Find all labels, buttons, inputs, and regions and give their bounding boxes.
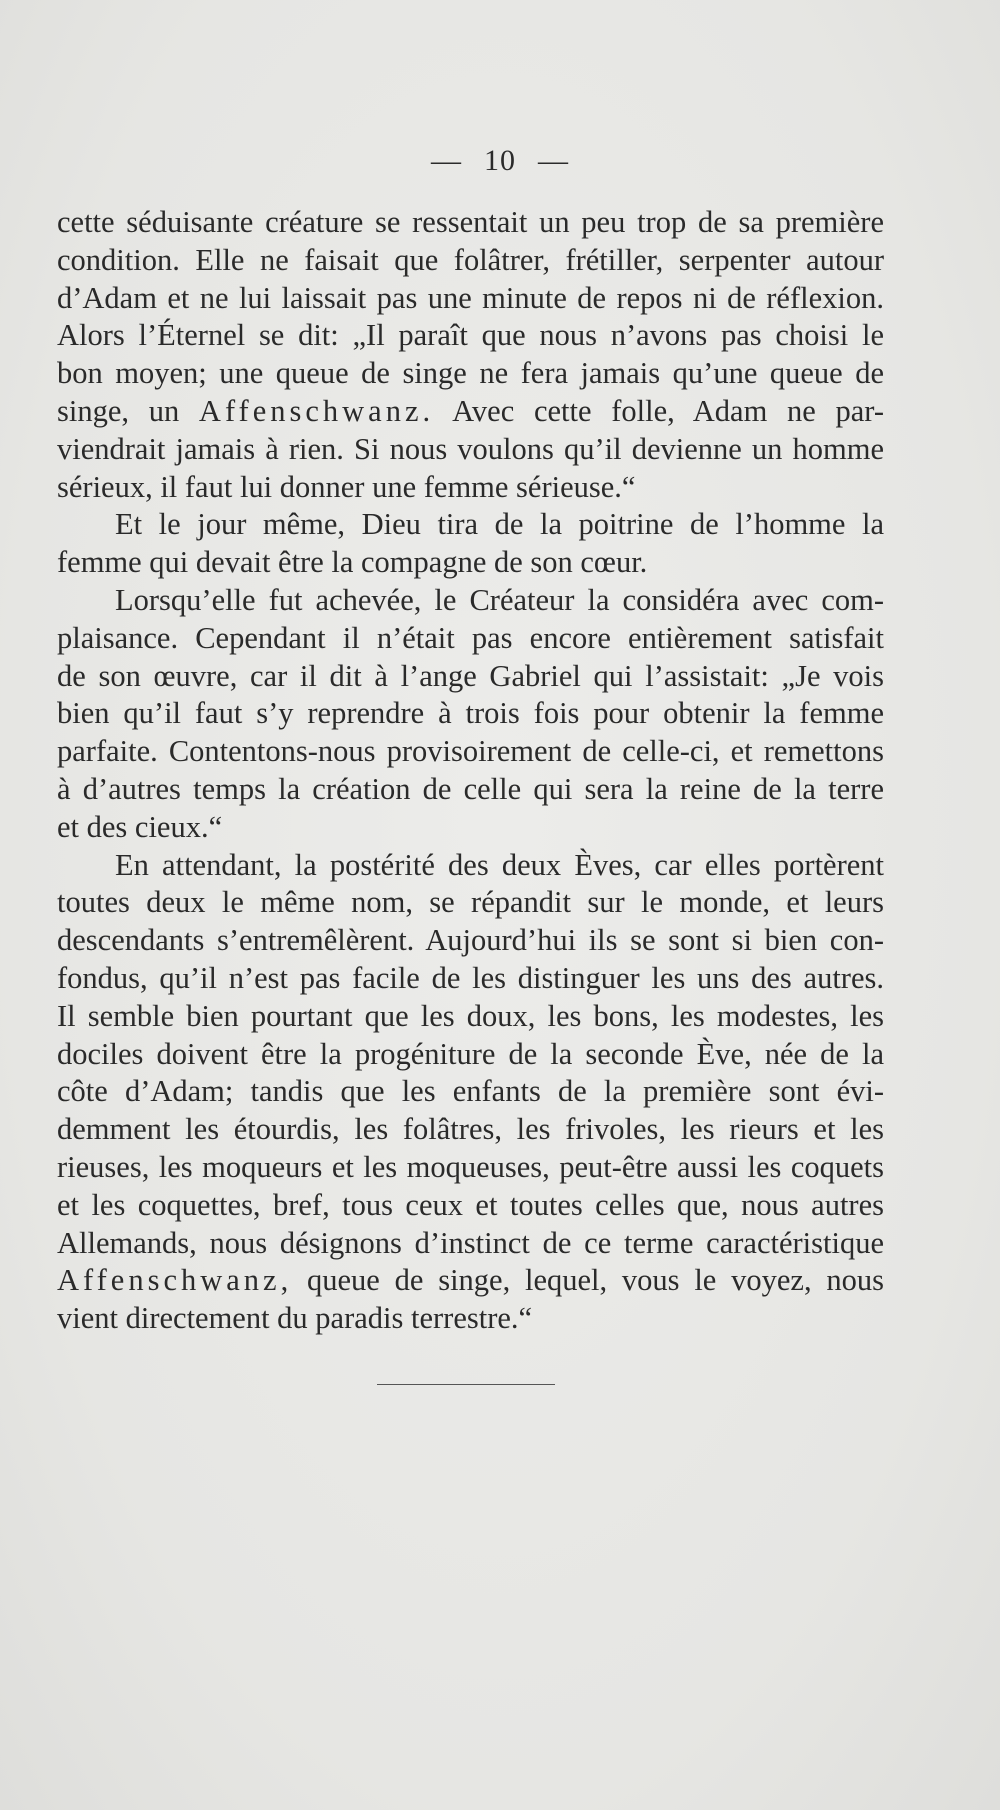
text-line: côte d’Adam; tandis que les enfants de la première sont évi- xyxy=(57,1074,884,1109)
text-line: dociles doivent être la progéniture de la seconde Ève, née de la xyxy=(57,1036,884,1071)
folio-dash-left: — xyxy=(431,144,462,177)
text-line xyxy=(57,393,884,431)
text-line: sérieux, il faut lui donner une femme sérieuse.“ xyxy=(57,469,636,504)
emphasized-word: Affenschwanz. xyxy=(198,393,435,428)
text-line: En attendant, la postérité des deux Èves, car elles portèrent xyxy=(115,847,884,882)
text-line: de son œuvre, car il dit à l’ange Gabriel qui l’assistait: „Je vois xyxy=(57,658,884,693)
text-line: rieuses, les moqueurs et les moqueuses, peut-être aussi les coquets xyxy=(57,1149,884,1184)
page-number-value: 10 xyxy=(484,144,516,177)
text-line: Alors l’Éternel se dit: „Il paraît que nous n’avons pas choisi le xyxy=(57,318,884,353)
text-run: singe, un xyxy=(57,393,199,428)
text-line: vient directement du paradis terrestre.“ xyxy=(57,1301,533,1336)
emphasized-word: Affenschwanz, xyxy=(57,1263,293,1298)
page-number xyxy=(0,144,1000,178)
text-line: et les coquettes, bref, tous ceux et toutes celles que, nous autres xyxy=(57,1187,884,1222)
text-line: bon moyen; une queue de singe ne fera jamais qu’une queue de xyxy=(57,356,884,391)
text-line: Lorsqu’elle fut achevée, le Créateur la considéra avec com- xyxy=(115,582,884,617)
text-line: toutes deux le même nom, se répandit sur le monde, et leurs xyxy=(57,885,884,920)
text-line: et des cieux.“ xyxy=(57,809,223,844)
folio-dash-right: — xyxy=(538,144,569,177)
text-line xyxy=(57,1262,884,1300)
text-run: queue de singe, lequel, vous le voyez, nous xyxy=(292,1263,884,1298)
text-line: d’Adam et ne lui laissait pas une minute de repos ni de réflexion. xyxy=(57,280,884,315)
text-run: Avec cette folle, Adam ne par- xyxy=(434,393,884,428)
text-line: bien qu’il faut s’y reprendre à trois fois pour obtenir la femme xyxy=(57,696,884,731)
text-line: Il semble bien pourtant que les doux, les bons, les modestes, les xyxy=(57,998,884,1033)
text-line: viendrait jamais à rien. Si nous voulons qu’il devienne un homme xyxy=(57,431,884,466)
text-line: descendants s’entremêlèrent. Aujourd’hui ils se sont si bien con- xyxy=(57,923,884,958)
text-line: Allemands, nous désignons d’instinct de ce terme caractéristique xyxy=(57,1225,884,1260)
text-line: femme qui devait être la compagne de son cœur. xyxy=(57,545,648,580)
text-line: cette séduisante créature se ressentait un peu trop de sa première xyxy=(57,205,884,239)
text-line: condition. Elle ne faisait que folâtrer, frétiller, serpenter autour xyxy=(57,242,884,277)
body-text xyxy=(57,204,884,1338)
text-line: Et le jour même, Dieu tira de la poitrine de l’homme la xyxy=(115,507,884,542)
text-line: plaisance. Cependant il n’était pas encore entièrement satisfait xyxy=(57,620,884,655)
text-line: à d’autres temps la création de celle qui sera la reine de la terre xyxy=(57,771,884,806)
text-line: parfaite. Contentons-nous provisoirement de celle-ci, et remettons xyxy=(57,734,884,769)
text-line: demment les étourdis, les folâtres, les frivoles, les rieurs et les xyxy=(57,1112,884,1147)
section-end-rule xyxy=(377,1384,555,1385)
text-line: fondus, qu’il n’est pas facile de les distinguer les uns des autres. xyxy=(57,960,884,995)
